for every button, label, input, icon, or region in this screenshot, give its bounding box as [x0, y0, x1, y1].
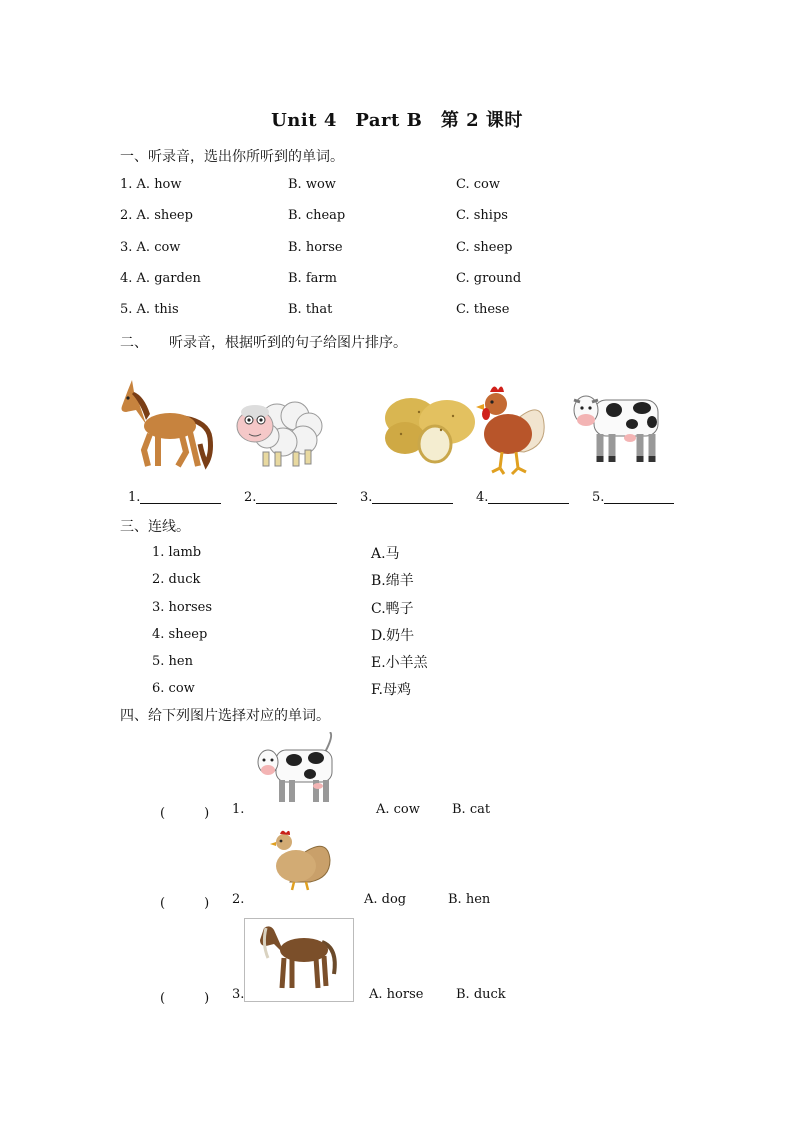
choice-paren-3[interactable]: ( ): [160, 991, 210, 1006]
cow-image: [570, 386, 666, 466]
choice-2-option-b: B. hen: [448, 892, 491, 907]
match-right-b[interactable]: B.绵羊: [371, 573, 414, 589]
cow-image: [254, 732, 338, 808]
page-title: Unit 4 Part B 第 2 课时: [271, 110, 523, 131]
q4-option-b: B. farm: [288, 271, 337, 286]
choice-3-option-a: A. horse: [369, 987, 424, 1002]
q1-option-b: B. wow: [288, 177, 336, 192]
q2-option-c: C. ships: [456, 208, 508, 223]
q2-option-b: B. cheap: [288, 208, 346, 223]
q1-option-a: 1. A. how: [120, 177, 182, 192]
order-blank-1[interactable]: 1.: [128, 489, 221, 505]
choice-2-option-a: A. dog: [364, 892, 407, 907]
choice-3-option-b: B. duck: [456, 987, 506, 1002]
match-left-1[interactable]: 1. lamb: [152, 545, 202, 560]
section1-heading: 一、听录音，选出你所听到的单词。: [120, 149, 344, 165]
match-left-2[interactable]: 2. duck: [152, 572, 201, 587]
q5-option-a: 5. A. this: [120, 302, 179, 317]
choice-number-3: 3.: [232, 987, 245, 1002]
q5-option-c: C. these: [456, 302, 510, 317]
match-left-5[interactable]: 5. hen: [152, 654, 193, 669]
section4-heading: 四、给下列图片选择对应的单词。: [120, 708, 330, 724]
q4-option-c: C. ground: [456, 271, 522, 286]
horse-image: [244, 918, 354, 1002]
q3-option-b: B. horse: [288, 240, 343, 255]
horse-image: [114, 378, 218, 470]
q2-option-a: 2. A. sheep: [120, 208, 193, 223]
q3-option-c: C. sheep: [456, 240, 513, 255]
match-right-d[interactable]: D.奶牛: [371, 628, 415, 644]
hen-image: [472, 380, 548, 476]
choice-number-1: 1.: [232, 802, 245, 817]
q5-option-b: B. that: [288, 302, 333, 317]
q1-option-c: C. cow: [456, 177, 500, 192]
match-left-4[interactable]: 4. sheep: [152, 627, 208, 642]
order-blank-2[interactable]: 2.: [244, 489, 337, 505]
order-blank-4[interactable]: 4.: [476, 489, 569, 505]
hen-image: [266, 828, 334, 892]
section3-heading: 三、连线。: [120, 519, 190, 535]
q3-option-a: 3. A. cow: [120, 240, 181, 255]
choice-paren-1[interactable]: ( ): [160, 806, 210, 821]
match-right-f[interactable]: F.母鸡: [371, 682, 411, 698]
match-left-3[interactable]: 3. horses: [152, 600, 212, 615]
section2-heading: 二、 听录音，根据听到的句子给图片排序。: [120, 335, 407, 351]
match-right-c[interactable]: C.鸭子: [371, 601, 414, 617]
q4-option-a: 4. A. garden: [120, 271, 201, 286]
match-left-6[interactable]: 6. cow: [152, 681, 195, 696]
match-right-a[interactable]: A.马: [371, 546, 400, 562]
sheep-image: [233, 390, 325, 468]
choice-1-option-b: B. cat: [452, 802, 491, 817]
choice-number-2: 2.: [232, 892, 245, 907]
choice-1-option-a: A. cow: [376, 802, 420, 817]
choice-paren-2[interactable]: ( ): [160, 896, 210, 911]
order-blank-3[interactable]: 3.: [360, 489, 453, 505]
potatoes-image: [383, 390, 481, 464]
match-right-e[interactable]: E.小羊羔: [371, 655, 428, 671]
order-blank-5[interactable]: 5.: [592, 489, 674, 505]
